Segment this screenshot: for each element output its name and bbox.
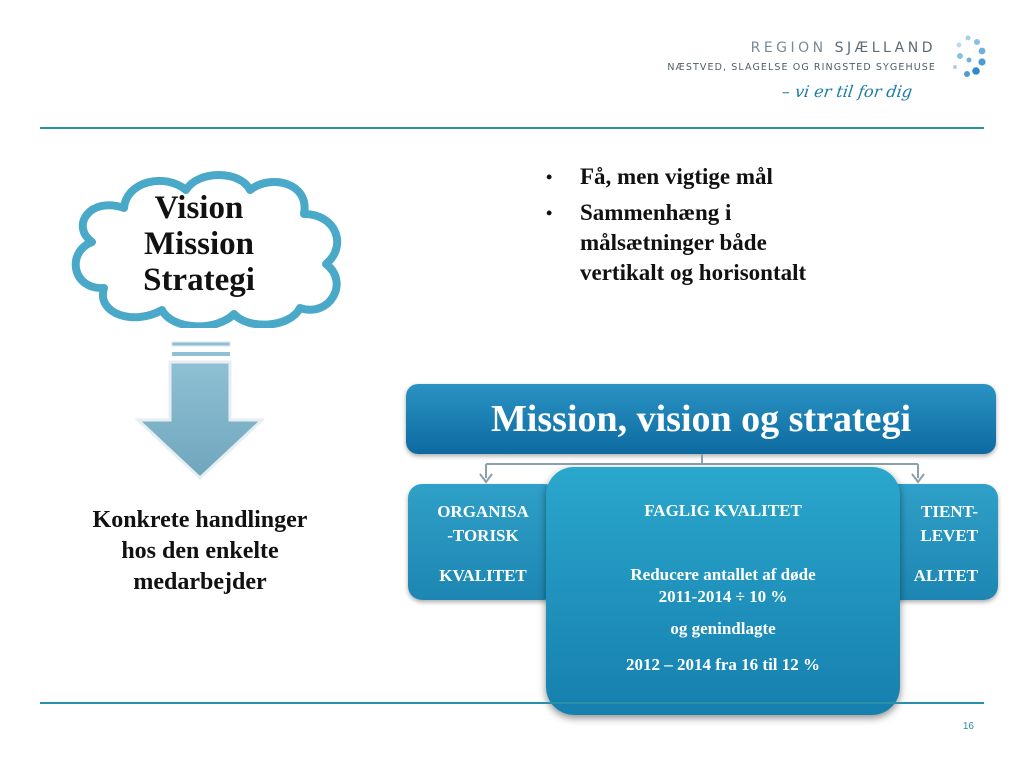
bullet-1-line-1: Få, men vigtige mål [580, 164, 773, 189]
cloud-line-vision: Vision [154, 190, 244, 226]
page-number: 16 [962, 721, 974, 732]
left-box-line-2: -TORISK [447, 526, 519, 545]
main-box-title: FAGLIG KVALITET [644, 501, 802, 520]
right-box-line-2: LEVET [920, 526, 978, 545]
logo-tagline: – vi er til for dig [780, 82, 914, 101]
logo-region-text [751, 40, 936, 56]
region-sjaelland-logo [626, 38, 986, 118]
cloud-label [0, 190, 404, 298]
bullet-2-line-2: målsætninger både [580, 230, 767, 255]
right-box-line-1: TIENT- [920, 502, 978, 521]
action-line-2: hos den enkelte [121, 538, 279, 564]
logo-dots-icon [946, 34, 986, 78]
left-box-line-1: ORGANISA [437, 502, 529, 521]
action-line-1: Konkrete handlinger [92, 507, 308, 533]
bullet-item [540, 198, 960, 288]
organizational-quality-box [408, 484, 558, 600]
main-box-line-3: og genindlagte [670, 619, 776, 638]
header-divider [40, 127, 984, 129]
main-box-line-1: Reducere antallet af døde [630, 565, 816, 584]
action-line-3: medarbejder [133, 569, 267, 595]
cloud-line-strategi: Strategi [143, 262, 255, 298]
bullet-2-line-1: Sammenhæng i [580, 200, 732, 225]
professional-quality-box [546, 467, 900, 715]
main-box-line-4: 2012 – 2014 fra 16 til 12 % [625, 655, 821, 674]
down-arrow-icon [134, 340, 264, 480]
bullet-dot-icon: • [546, 203, 553, 223]
bullet-item [540, 162, 960, 192]
footer-divider [40, 702, 984, 704]
main-box-line-2: 2011-2014 ÷ 10 % [658, 587, 788, 606]
bullet-2-line-3: vertikalt og horisontalt [580, 260, 807, 285]
logo-subtitle: NÆSTVED, SLAGELSE OG RINGSTED SYGEHUSE [667, 62, 936, 73]
bullet-dot-icon: • [546, 167, 553, 187]
mission-vision-strategy-box: Mission, vision og strategi [406, 384, 996, 454]
logo-region-light: REGION [750, 40, 827, 56]
goal-bullets [540, 162, 960, 294]
left-box-line-3: KVALITET [439, 566, 527, 585]
cloud-line-mission: Mission [143, 226, 255, 262]
right-box-line-3: ALITET [913, 566, 978, 585]
action-label [30, 505, 370, 598]
logo-region-strong: SJÆLLAND [834, 40, 936, 56]
